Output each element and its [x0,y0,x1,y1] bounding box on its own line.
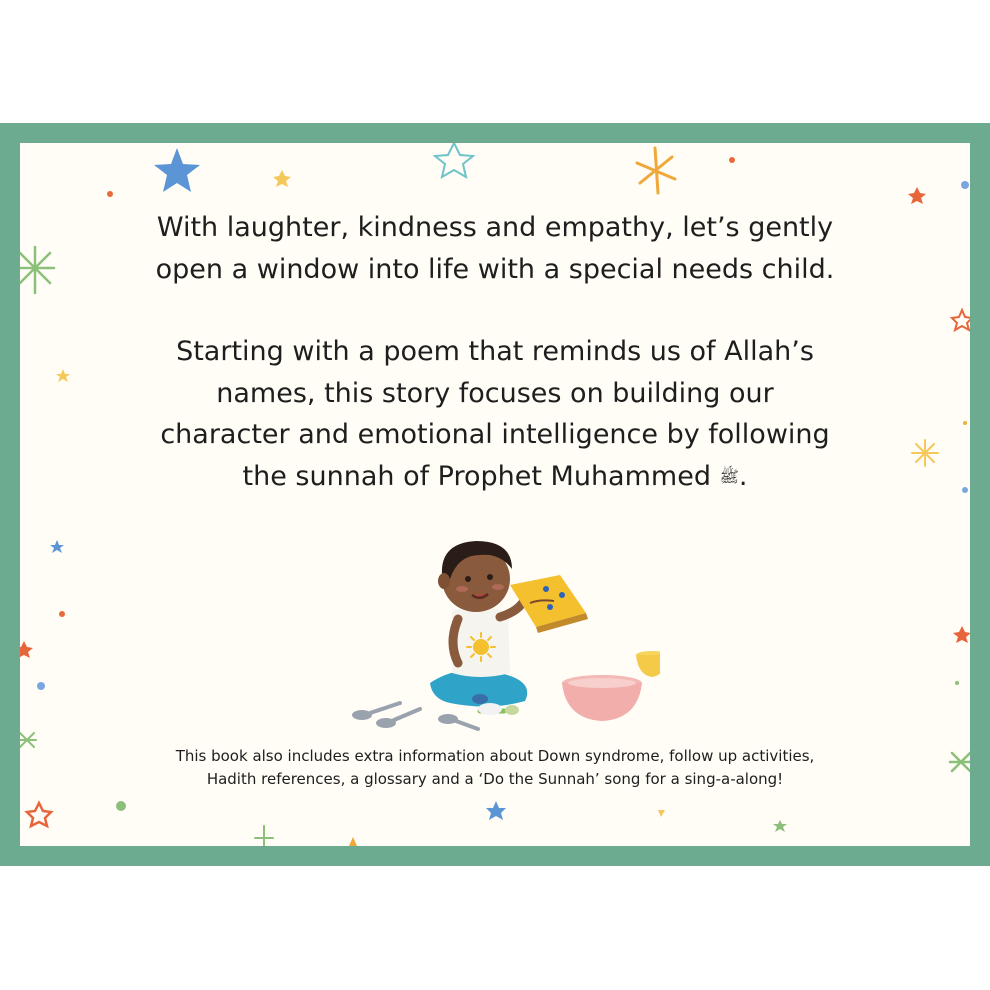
dot [955,681,959,685]
star-outline-icon [435,143,473,177]
story-line-last [20,456,970,498]
star-icon [349,837,357,846]
yellow-cup-illustration [636,651,660,677]
content-panel [20,143,970,846]
intro-line: open a window into life with a special needs child. [155,253,835,285]
star-outline-icon [27,803,51,826]
sparkle-icon [637,148,675,193]
intro-paragraph [20,207,970,290]
sparkle-icon [255,826,273,846]
dot [59,611,65,617]
dot [729,157,735,163]
pink-bowl-illustration [562,675,642,721]
boy-illustration [340,523,660,753]
star-icon [773,820,787,832]
star-outline-icon [952,310,970,330]
intro-line: With laughter, kindness and empathy, let’s gently [156,212,834,243]
dot [107,191,113,197]
dot [37,682,45,690]
star-icon [953,626,970,643]
story-line: names, this story focuses on building our [216,377,774,409]
salawat-symbol: ﷺ [719,466,739,486]
boy-figure [430,541,527,715]
dot [116,801,126,811]
star-icon [50,540,64,553]
story-line: Starting with a poem that reminds us of Allah’s [176,336,814,367]
dot [961,181,969,189]
story-line: character and emotional intelligence by following [160,419,830,450]
story-paragraph [20,331,970,497]
note-line: This book also includes extra information about Down syndrome, follow up activities, [175,747,815,765]
star-icon [154,148,200,192]
note-line: Hadith references, a glossary and a ‘Do the Sunnah’ song for a sing-a-along! [206,770,784,788]
end-punctuation: . [738,460,748,492]
star-icon [20,641,33,658]
star-icon [908,187,926,204]
star-icon [486,801,506,820]
extra-info-note [20,745,970,791]
story-line: the sunnah of Prophet Muhammed [242,460,720,492]
page-frame [0,123,990,866]
star-icon [273,170,291,187]
star-icon [658,810,665,817]
